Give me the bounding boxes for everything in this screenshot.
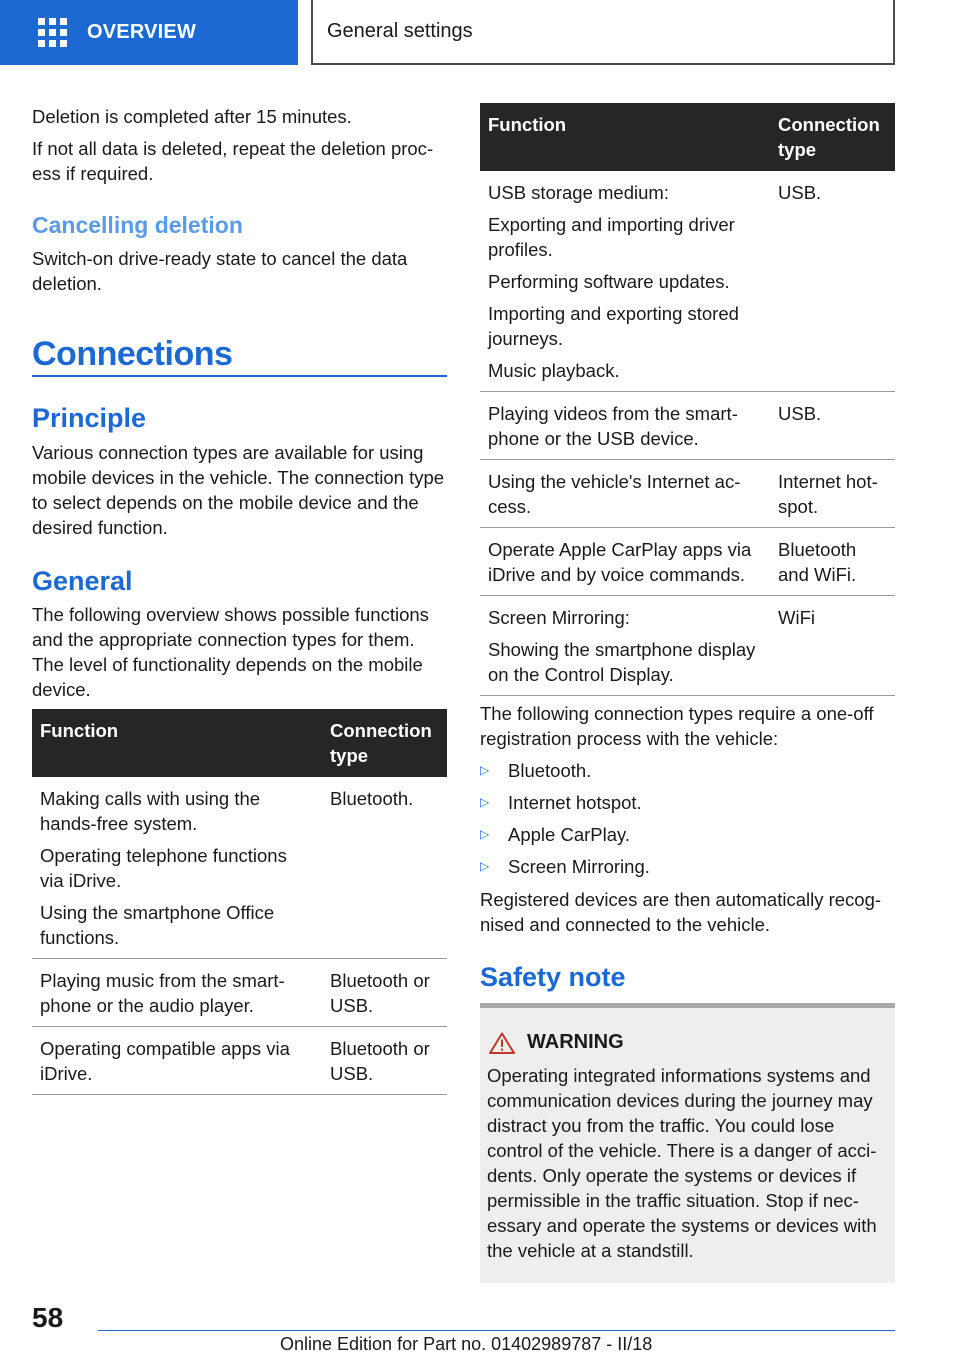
paragraph-general: The following overview shows possible functions and the appropriate connection types for them. The level of functionality depends on the mobile device. — [32, 604, 429, 700]
function-line: Importing and exporting stored journeys. — [488, 303, 739, 349]
list-item-label: Apple CarPlay. — [508, 824, 631, 845]
paragraph-principle: Various connection types are available for using mobile devices in the vehicle. The connection type to select depends on the mobile device and the desired function. — [32, 442, 445, 538]
table-header-connection-type: Connection type — [770, 103, 895, 171]
heading-cancelling-deletion: Cancelling deletion — [32, 212, 243, 238]
paragraph-registered-devices: Registered devices are then automatically recognised and connected to the vehicle. — [480, 889, 882, 935]
triangle-bullet-icon: ▷ — [480, 795, 490, 809]
connections-rule — [32, 375, 447, 377]
overview-tab-label: OVERVIEW — [87, 21, 197, 43]
function-cell — [480, 460, 770, 528]
paragraph-registration: The following connection types require a one-off registration process with the vehicle: — [480, 703, 874, 749]
paragraph-cancel-deletion: Switch-on drive-ready state to cancel the data deletion. — [32, 248, 408, 294]
function-cell — [480, 171, 770, 392]
table-row — [32, 1027, 447, 1095]
function-line: Operating compatible apps via iDrive. — [40, 1038, 290, 1084]
list-item-label: Bluetooth. — [508, 760, 592, 781]
function-cell — [480, 392, 770, 460]
function-line: Operating telephone functions via iDrive. — [40, 845, 287, 891]
function-line: Playing videos from the smartphone or the USB device. — [488, 403, 738, 449]
warning-box — [480, 1008, 895, 1283]
function-line: USB storage medium: — [488, 182, 669, 203]
function-line: Exporting and importing driver profiles. — [488, 214, 735, 260]
heading-principle: Principle — [32, 403, 147, 433]
table-header-connection-type: Connection type — [322, 709, 447, 777]
table-header-row — [32, 709, 447, 777]
function-cell — [480, 528, 770, 596]
list-item — [480, 790, 895, 815]
section-title-box — [311, 0, 895, 65]
connection-type-cell: Bluetooth or USB. — [322, 1027, 447, 1095]
table-row — [480, 460, 895, 528]
warning-block — [480, 1003, 895, 1283]
function-line: Using the vehicle's Internet access. — [488, 471, 741, 517]
grid-icon — [38, 18, 67, 47]
list-item-label: Screen Mirroring. — [508, 856, 650, 877]
warning-header — [487, 1030, 888, 1055]
connection-type-cell: Internet hotspot. — [770, 460, 895, 528]
heading-safety-note: Safety note — [480, 962, 626, 992]
function-line: Showing the smartphone display on the Control Display. — [488, 639, 756, 685]
function-line: Screen Mirroring: — [488, 607, 630, 628]
table-header-function: Function — [32, 709, 322, 777]
footer-edition-text: Online Edition for Part no. 01402989787 - II/18 — [280, 1334, 653, 1354]
triangle-bullet-icon: ▷ — [480, 827, 490, 841]
table-header-row — [480, 103, 895, 171]
connection-table-1 — [32, 709, 447, 1095]
table-row — [480, 528, 895, 596]
footer-rule — [98, 1330, 895, 1331]
function-line: Operate Apple CarPlay apps via iDrive and by voice commands. — [488, 539, 752, 585]
function-cell — [32, 777, 322, 959]
table-row — [480, 392, 895, 460]
list-item — [480, 854, 895, 879]
function-line: Performing software updates. — [488, 271, 730, 292]
table-row — [32, 777, 447, 959]
function-line: Using the smartphone Office functions. — [40, 902, 275, 948]
list-item — [480, 758, 895, 783]
function-line: Music playback. — [488, 360, 620, 381]
list-item — [480, 822, 895, 847]
overview-tab[interactable] — [0, 0, 298, 65]
warning-triangle-icon — [489, 1032, 515, 1054]
connection-type-cell: Bluetooth or USB. — [322, 959, 447, 1027]
function-cell — [32, 959, 322, 1027]
paragraph-repeat-deletion: If not all data is deleted, repeat the deletion process if required. — [32, 138, 434, 184]
warning-text: Operating integrated informations systems and communication devices during the journey may distract you from the traffic. You could lose control of the vehicle. There is a danger of accidents. Only operate the systems or devices if permissible in the traffic situation. Stop if necessary and operate the systems or devices with the vehicle at a standstill. — [487, 1065, 877, 1261]
paragraph-deletion-time: Deletion is completed after 15 minutes. — [32, 106, 352, 127]
page-number: 58 — [32, 1302, 64, 1333]
function-cell — [480, 596, 770, 696]
warning-label: WARNING — [527, 1031, 624, 1053]
connection-type-cell: Bluetooth and WiFi. — [770, 528, 895, 596]
function-line: Playing music from the smartphone or the audio player. — [40, 970, 285, 1016]
registration-list — [480, 751, 895, 879]
triangle-bullet-icon: ▷ — [480, 763, 490, 777]
heading-general: General — [32, 566, 133, 596]
function-line: Making calls with using the hands-free system. — [40, 788, 261, 834]
connection-type-cell: USB. — [770, 392, 895, 460]
table-header-function: Function — [480, 103, 770, 171]
connection-table-2 — [480, 103, 895, 696]
triangle-bullet-icon: ▷ — [480, 859, 490, 873]
connection-type-cell: WiFi — [770, 596, 895, 696]
connection-type-cell: Bluetooth. — [322, 777, 447, 959]
table-row — [480, 596, 895, 696]
section-title: General settings — [327, 20, 473, 42]
table-row — [32, 959, 447, 1027]
connection-type-cell: USB. — [770, 171, 895, 392]
function-cell — [32, 1027, 322, 1095]
table-row — [480, 171, 895, 392]
heading-connections: Connections — [32, 335, 233, 373]
list-item-label: Internet hotspot. — [508, 792, 642, 813]
